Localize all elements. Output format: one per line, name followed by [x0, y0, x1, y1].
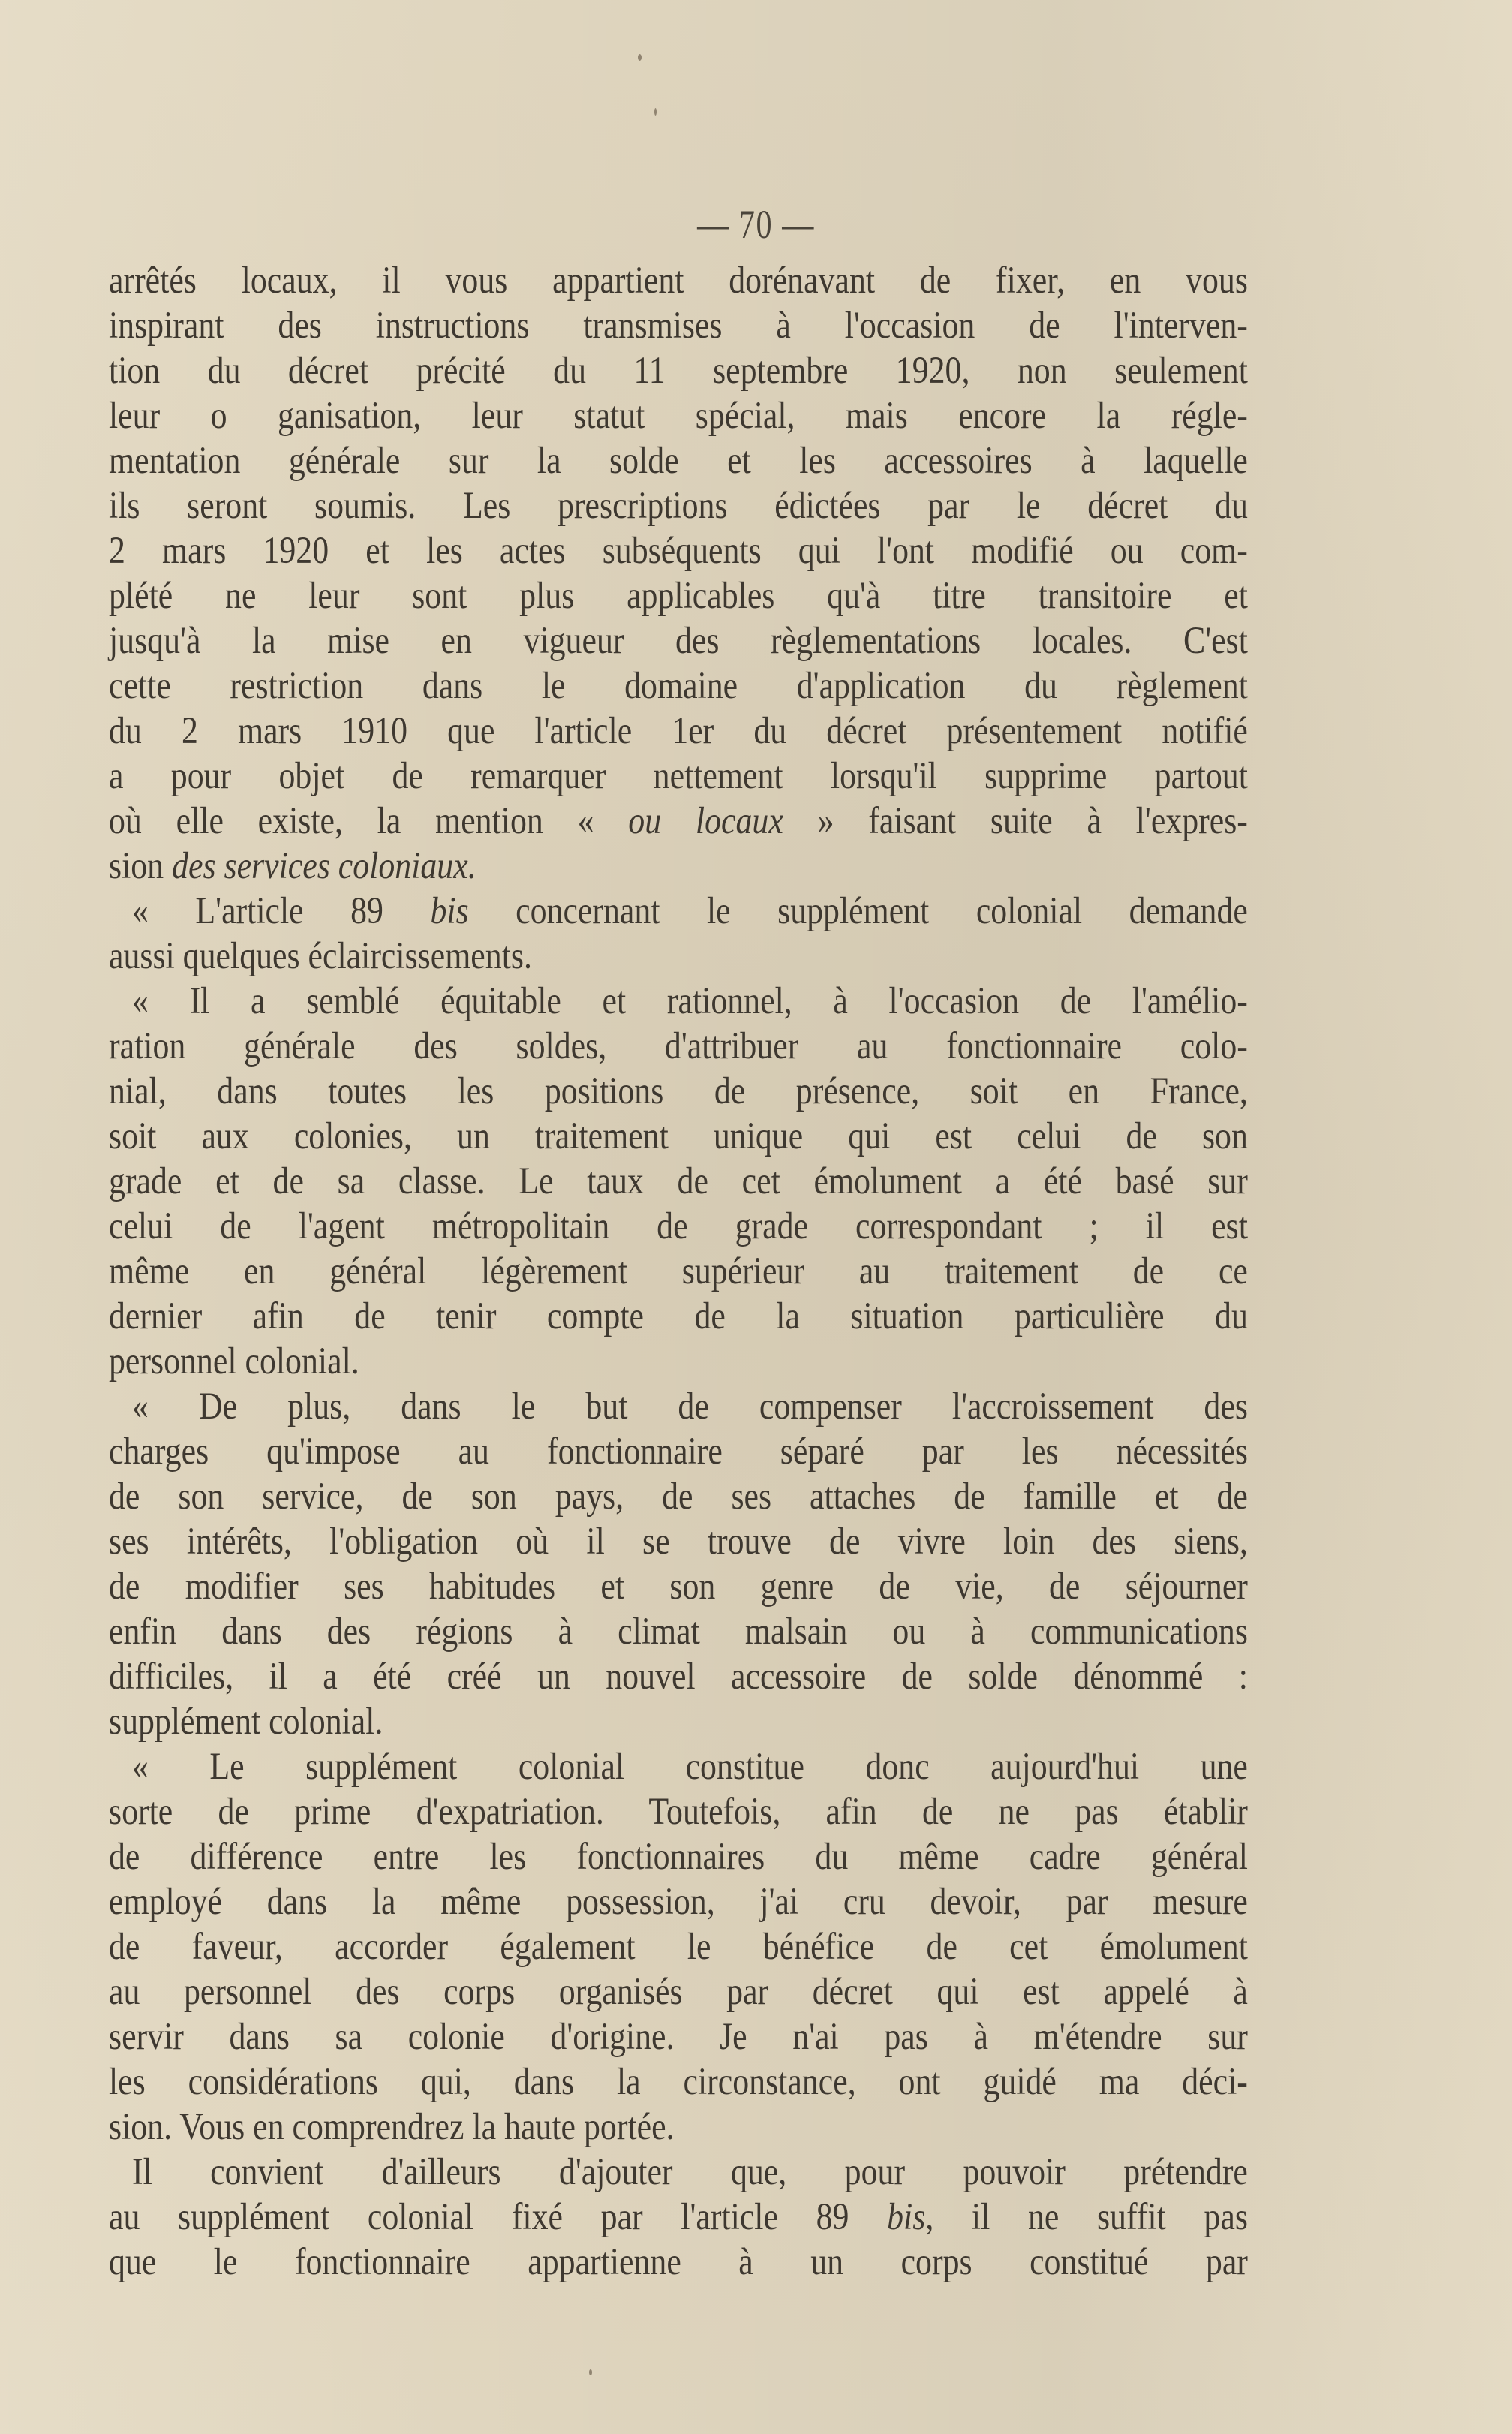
text-run: supplément colonial. — [109, 1701, 383, 1743]
text-line — [109, 1114, 1248, 1159]
text-run: aussi quelques éclaircissements. — [109, 935, 532, 977]
italic-text: bis — [430, 890, 469, 932]
paragraph-first-line — [109, 1744, 1248, 1789]
text-run: nial, dans toutes les positions de présence, soit en France, — [109, 1070, 1248, 1112]
paper-speck — [638, 54, 642, 61]
text-line — [109, 2105, 1248, 2150]
page-number: — 70 — — [697, 202, 815, 247]
text-line — [109, 1339, 1248, 1384]
text-run: charges qu'impose au fonctionnaire séparé par les nécessités — [109, 1431, 1248, 1473]
text-run: de faveur, accorder également le bénéfice de cet émolument — [109, 1926, 1248, 1968]
text-run: difficiles, il a été créé un nouvel accessoire de solde dénommé : — [109, 1656, 1248, 1698]
text-run: enfin dans des régions à climat malsain ou à communications — [109, 1611, 1248, 1653]
paragraph-first-line — [109, 979, 1248, 1024]
paper-speck — [589, 2369, 592, 2375]
text-run: où elle existe, la mention « — [109, 800, 629, 842]
text-line — [109, 348, 1248, 393]
text-line — [109, 1879, 1248, 1924]
text-line — [109, 1069, 1248, 1114]
text-line — [109, 528, 1248, 573]
text-line — [109, 2014, 1248, 2059]
text-line — [109, 438, 1248, 483]
text-run: ration générale des soldes, d'attribuer au fonctionnaire colo- — [109, 1025, 1248, 1067]
text-run: même en général légèrement supérieur au traitement de ce — [109, 1250, 1248, 1292]
text-run: « L'article 89 — [131, 890, 431, 932]
text-line — [109, 1789, 1248, 1834]
text-run: » faisant suite à l'expres- — [783, 800, 1248, 842]
text-line — [109, 754, 1248, 799]
text-run: « Le supplément colonial constitue donc aujourd'hui une — [131, 1746, 1248, 1788]
text-run: de son service, de son pays, de ses attaches de famille et de — [109, 1476, 1248, 1518]
text-run: dernier afin de tenir compte de la situation particulière du — [109, 1295, 1248, 1337]
body-text — [109, 258, 1248, 2285]
text-line — [109, 1834, 1248, 1879]
text-line — [109, 618, 1248, 663]
text-line — [109, 799, 1248, 844]
text-line — [109, 1564, 1248, 1609]
text-run: celui de l'agent métropolitain de grade correspondant ; il est — [109, 1205, 1248, 1247]
text-run: leur o ganisation, leur statut spécial, mais encore la régle- — [109, 395, 1248, 437]
text-line — [109, 573, 1248, 618]
text-run: ils seront soumis. Les prescriptions édictées par le décret du — [109, 485, 1248, 527]
text-run: au personnel des corps organisés par décret qui est appelé à — [109, 1971, 1248, 2013]
text-line — [109, 934, 1248, 979]
text-run: les considérations qui, dans la circonstance, ont guidé ma déci- — [109, 2061, 1248, 2103]
text-run: grade et de sa classe. Le taux de cet émolument a été basé sur — [109, 1160, 1248, 1202]
text-line — [109, 303, 1248, 348]
text-line — [109, 1159, 1248, 1204]
paragraph-first-line — [109, 889, 1248, 934]
text-run: servir dans sa colonie d'origine. Je n'ai pas à m'étendre sur — [109, 2016, 1248, 2058]
text-run: employé dans la même possession, j'ai cru devoir, par mesure — [109, 1881, 1248, 1923]
text-run: arrêtés locaux, il vous appartient dorénavant de fixer, en vous — [109, 260, 1248, 302]
text-run: sorte de prime d'expatriation. Toutefois, afin de ne pas établir — [109, 1791, 1248, 1833]
text-run: ses intérêts, l'obligation où il se trouve de vivre loin des siens, — [109, 1521, 1248, 1563]
text-run: sion — [109, 845, 173, 887]
text-line — [109, 393, 1248, 438]
text-run: a pour objet de remarquer nettement lorsqu'il supprime partout — [109, 755, 1248, 797]
text-run: , il ne suffit pas — [925, 2196, 1248, 2238]
text-line — [109, 258, 1248, 303]
italic-text: des services coloniaux. — [172, 845, 476, 887]
text-line — [109, 1249, 1248, 1294]
text-line — [109, 2240, 1248, 2285]
text-line — [109, 709, 1248, 754]
text-run: sion. Vous en comprendrez la haute portée. — [109, 2106, 675, 2148]
text-line — [109, 2195, 1248, 2240]
italic-text: ou locaux — [628, 800, 783, 842]
text-line — [109, 1294, 1248, 1339]
text-line — [109, 1429, 1248, 1474]
text-run: plété ne leur sont plus applicables qu'à titre transitoire et — [109, 575, 1248, 617]
text-line — [109, 1654, 1248, 1699]
text-line — [109, 1204, 1248, 1249]
text-run: mentation générale sur la solde et les accessoires à laquelle — [109, 440, 1248, 482]
text-run: concernant le supplément colonial demande — [468, 890, 1248, 932]
text-run: tion du décret précité du 11 septembre 1920, non seulement — [109, 350, 1248, 392]
paper-speck — [654, 108, 657, 116]
text-run: cette restriction dans le domaine d'application du règlement — [109, 665, 1248, 707]
text-line — [109, 1609, 1248, 1654]
text-line — [109, 2059, 1248, 2105]
text-line — [109, 844, 1248, 889]
text-run: Il convient d'ailleurs d'ajouter que, pour pouvoir prétendre — [131, 2151, 1248, 2193]
italic-text: bis — [887, 2196, 926, 2238]
text-run: « De plus, dans le but de compenser l'accroissement des — [131, 1385, 1248, 1428]
text-line — [109, 1969, 1248, 2014]
text-line — [109, 1924, 1248, 1969]
text-line — [109, 483, 1248, 528]
text-run: au supplément colonial fixé par l'article 89 — [109, 2196, 888, 2238]
text-run: du 2 mars 1910 que l'article 1er du décret présentement notifié — [109, 710, 1248, 752]
text-line — [109, 663, 1248, 709]
text-run: 2 mars 1920 et les actes subséquents qui l'ont modifié ou com- — [109, 530, 1248, 572]
text-run: « Il a semblé équitable et rationnel, à l'occasion de l'amélio- — [131, 980, 1248, 1022]
text-run: de différence entre les fonctionnaires du même cadre général — [109, 1836, 1248, 1878]
text-run: personnel colonial. — [109, 1340, 359, 1382]
text-line — [109, 1519, 1248, 1564]
paragraph-first-line — [109, 1384, 1248, 1429]
text-run: soit aux colonies, un traitement unique qui est celui de son — [109, 1115, 1248, 1157]
text-line — [109, 1024, 1248, 1069]
text-line — [109, 1699, 1248, 1744]
text-run: inspirant des instructions transmises à l'occasion de l'interven- — [109, 305, 1248, 347]
text-run: jusqu'à la mise en vigueur des règlementations locales. C'est — [109, 620, 1248, 662]
text-run: de modifier ses habitudes et son genre de vie, de séjourner — [109, 1566, 1248, 1608]
text-line — [109, 1474, 1248, 1519]
paragraph-first-line — [109, 2150, 1248, 2195]
text-run: que le fonctionnaire appartienne à un corps constitué par — [109, 2241, 1248, 2283]
